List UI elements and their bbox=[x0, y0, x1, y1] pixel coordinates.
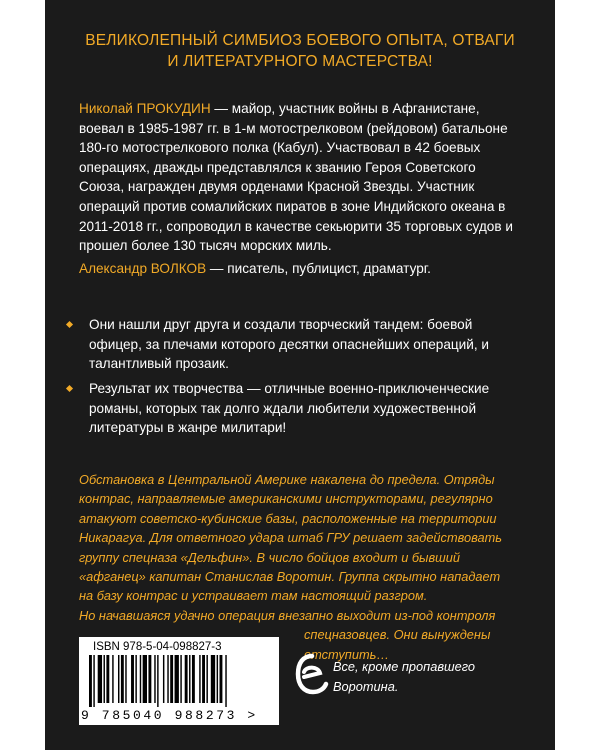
closing-line-2: Воротина. bbox=[333, 679, 399, 694]
diamond-bullet-icon bbox=[66, 385, 73, 392]
barcode-bar bbox=[202, 655, 205, 703]
barcode-bar bbox=[154, 655, 155, 703]
barcode-bar bbox=[189, 655, 190, 703]
annotation-line: спецназовцев. Они вынуждены bbox=[304, 627, 491, 643]
barcode-bar bbox=[93, 655, 94, 707]
author-bio-text: — писатель, публицист, драматург. bbox=[206, 261, 431, 276]
barcode-bar bbox=[225, 655, 226, 707]
barcode-bar bbox=[143, 655, 147, 703]
back-cover bbox=[45, 0, 555, 750]
barcode-bars bbox=[87, 655, 273, 707]
author-name: Александр ВОЛКОВ bbox=[79, 261, 207, 276]
annotation-line: Обстановка в Центральной Америке накалена до предела. Отряды bbox=[79, 472, 495, 487]
barcode-bar bbox=[121, 655, 124, 703]
barcode-bar bbox=[131, 655, 134, 703]
closing-line bbox=[333, 657, 533, 697]
barcode-bar bbox=[192, 655, 195, 703]
barcode-bar bbox=[148, 655, 151, 703]
barcode-bar bbox=[206, 655, 207, 703]
isbn-digits: 9 785040 988273 > bbox=[81, 708, 258, 723]
annotation-line: отступить… bbox=[304, 646, 390, 662]
author-bio-volkov bbox=[79, 259, 524, 279]
barcode-bar bbox=[220, 655, 223, 703]
annotation-line: Никарагуа. Для ответного удара штаб ГРУ решает задействовать bbox=[79, 530, 503, 546]
closing-line-1: Все, кроме пропавшего bbox=[333, 659, 476, 674]
barcode-bar bbox=[112, 655, 113, 703]
barcode-bar bbox=[180, 655, 181, 703]
barcode-bar bbox=[167, 655, 168, 703]
author-bio-text: — майор, участник войны в Афганистане, воевал в 1985-1987 гг. в 1-м мотострелковом (рейдовом) батальоне 180-го мотострелкового полка (Кабул). Участвовал в 42 боевых операциях, дважды представлялся к званию Героя Советского Союза, награжден двумя орденами Красной Звезды. Участник операций против сомалийских пиратов в зоне Индийского океана в 2011-2018 гг., сопроводил в качестве секьюрити 35 торговых судов и прошел более 130 тысяч морских миль. bbox=[79, 101, 513, 254]
annotation-line: «афганец» капитан Станислав Воротин. Группа скрытно нападает bbox=[79, 569, 501, 585]
headline-line-1: ВЕЛИКОЛЕПНЫЙ СИМБИОЗ БОЕВОГО ОПЫТА, ОТВАГИ bbox=[85, 32, 515, 49]
author-bio-prokudin bbox=[79, 99, 524, 256]
barcode-bar bbox=[104, 655, 105, 703]
annotation-line: атакуют советско-кубинские базы, расположенные на территории bbox=[79, 510, 497, 526]
eksmo-e-logo-icon bbox=[295, 653, 329, 695]
barcode-bar bbox=[98, 655, 102, 703]
headline bbox=[45, 30, 555, 72]
diamond-bullet-icon bbox=[66, 321, 73, 328]
bullet-text: Результат их творчества — отличные военно-приключенческие романы, которых так долго ждали любители художественной литературы в жанре милитари! bbox=[89, 381, 490, 436]
isbn-label: ISBN 978-5-04-098827-3 bbox=[93, 641, 222, 653]
isbn-barcode bbox=[79, 637, 279, 725]
barcode-bar bbox=[89, 655, 92, 707]
barcode-bar bbox=[140, 655, 141, 703]
barcode-bar bbox=[217, 655, 218, 703]
barcode-bar bbox=[185, 655, 188, 703]
barcode-bar bbox=[211, 655, 215, 703]
annotation-line: группу спецназа «Дельфин». В число бойцов входит и бывший bbox=[79, 549, 461, 565]
barcode-bar bbox=[118, 655, 119, 703]
annotation-line: контрас, направляемые американскими инструкторами, регулярно bbox=[79, 491, 493, 507]
barcode-bar bbox=[125, 655, 126, 703]
annotation bbox=[79, 470, 529, 664]
annotation-line: на базу контрас и устраивает там настоящий разгром. bbox=[79, 588, 428, 604]
barcode-bar bbox=[163, 655, 164, 703]
barcode-bar bbox=[135, 655, 136, 703]
bullet-text: Они нашли друг друга и создали творческий тандем: боевой офицер, за плечами которого десятки опаснейших операций, и талантливый прозаик. bbox=[89, 317, 490, 372]
barcode-icon bbox=[87, 655, 273, 707]
barcode-bar bbox=[106, 655, 109, 703]
barcode-bar bbox=[175, 655, 179, 703]
barcode-bar bbox=[157, 655, 158, 707]
barcode-bar bbox=[170, 655, 173, 703]
barcode-bar bbox=[199, 655, 200, 703]
annotation-line: Но начавшаяся удачно операция внезапно выходит из-под контроля bbox=[79, 607, 496, 623]
author-name: Николай ПРОКУДИН bbox=[79, 101, 211, 116]
headline-line-2: И ЛИТЕРАТУРНОГО МАСТЕРСТВА! bbox=[167, 53, 433, 70]
